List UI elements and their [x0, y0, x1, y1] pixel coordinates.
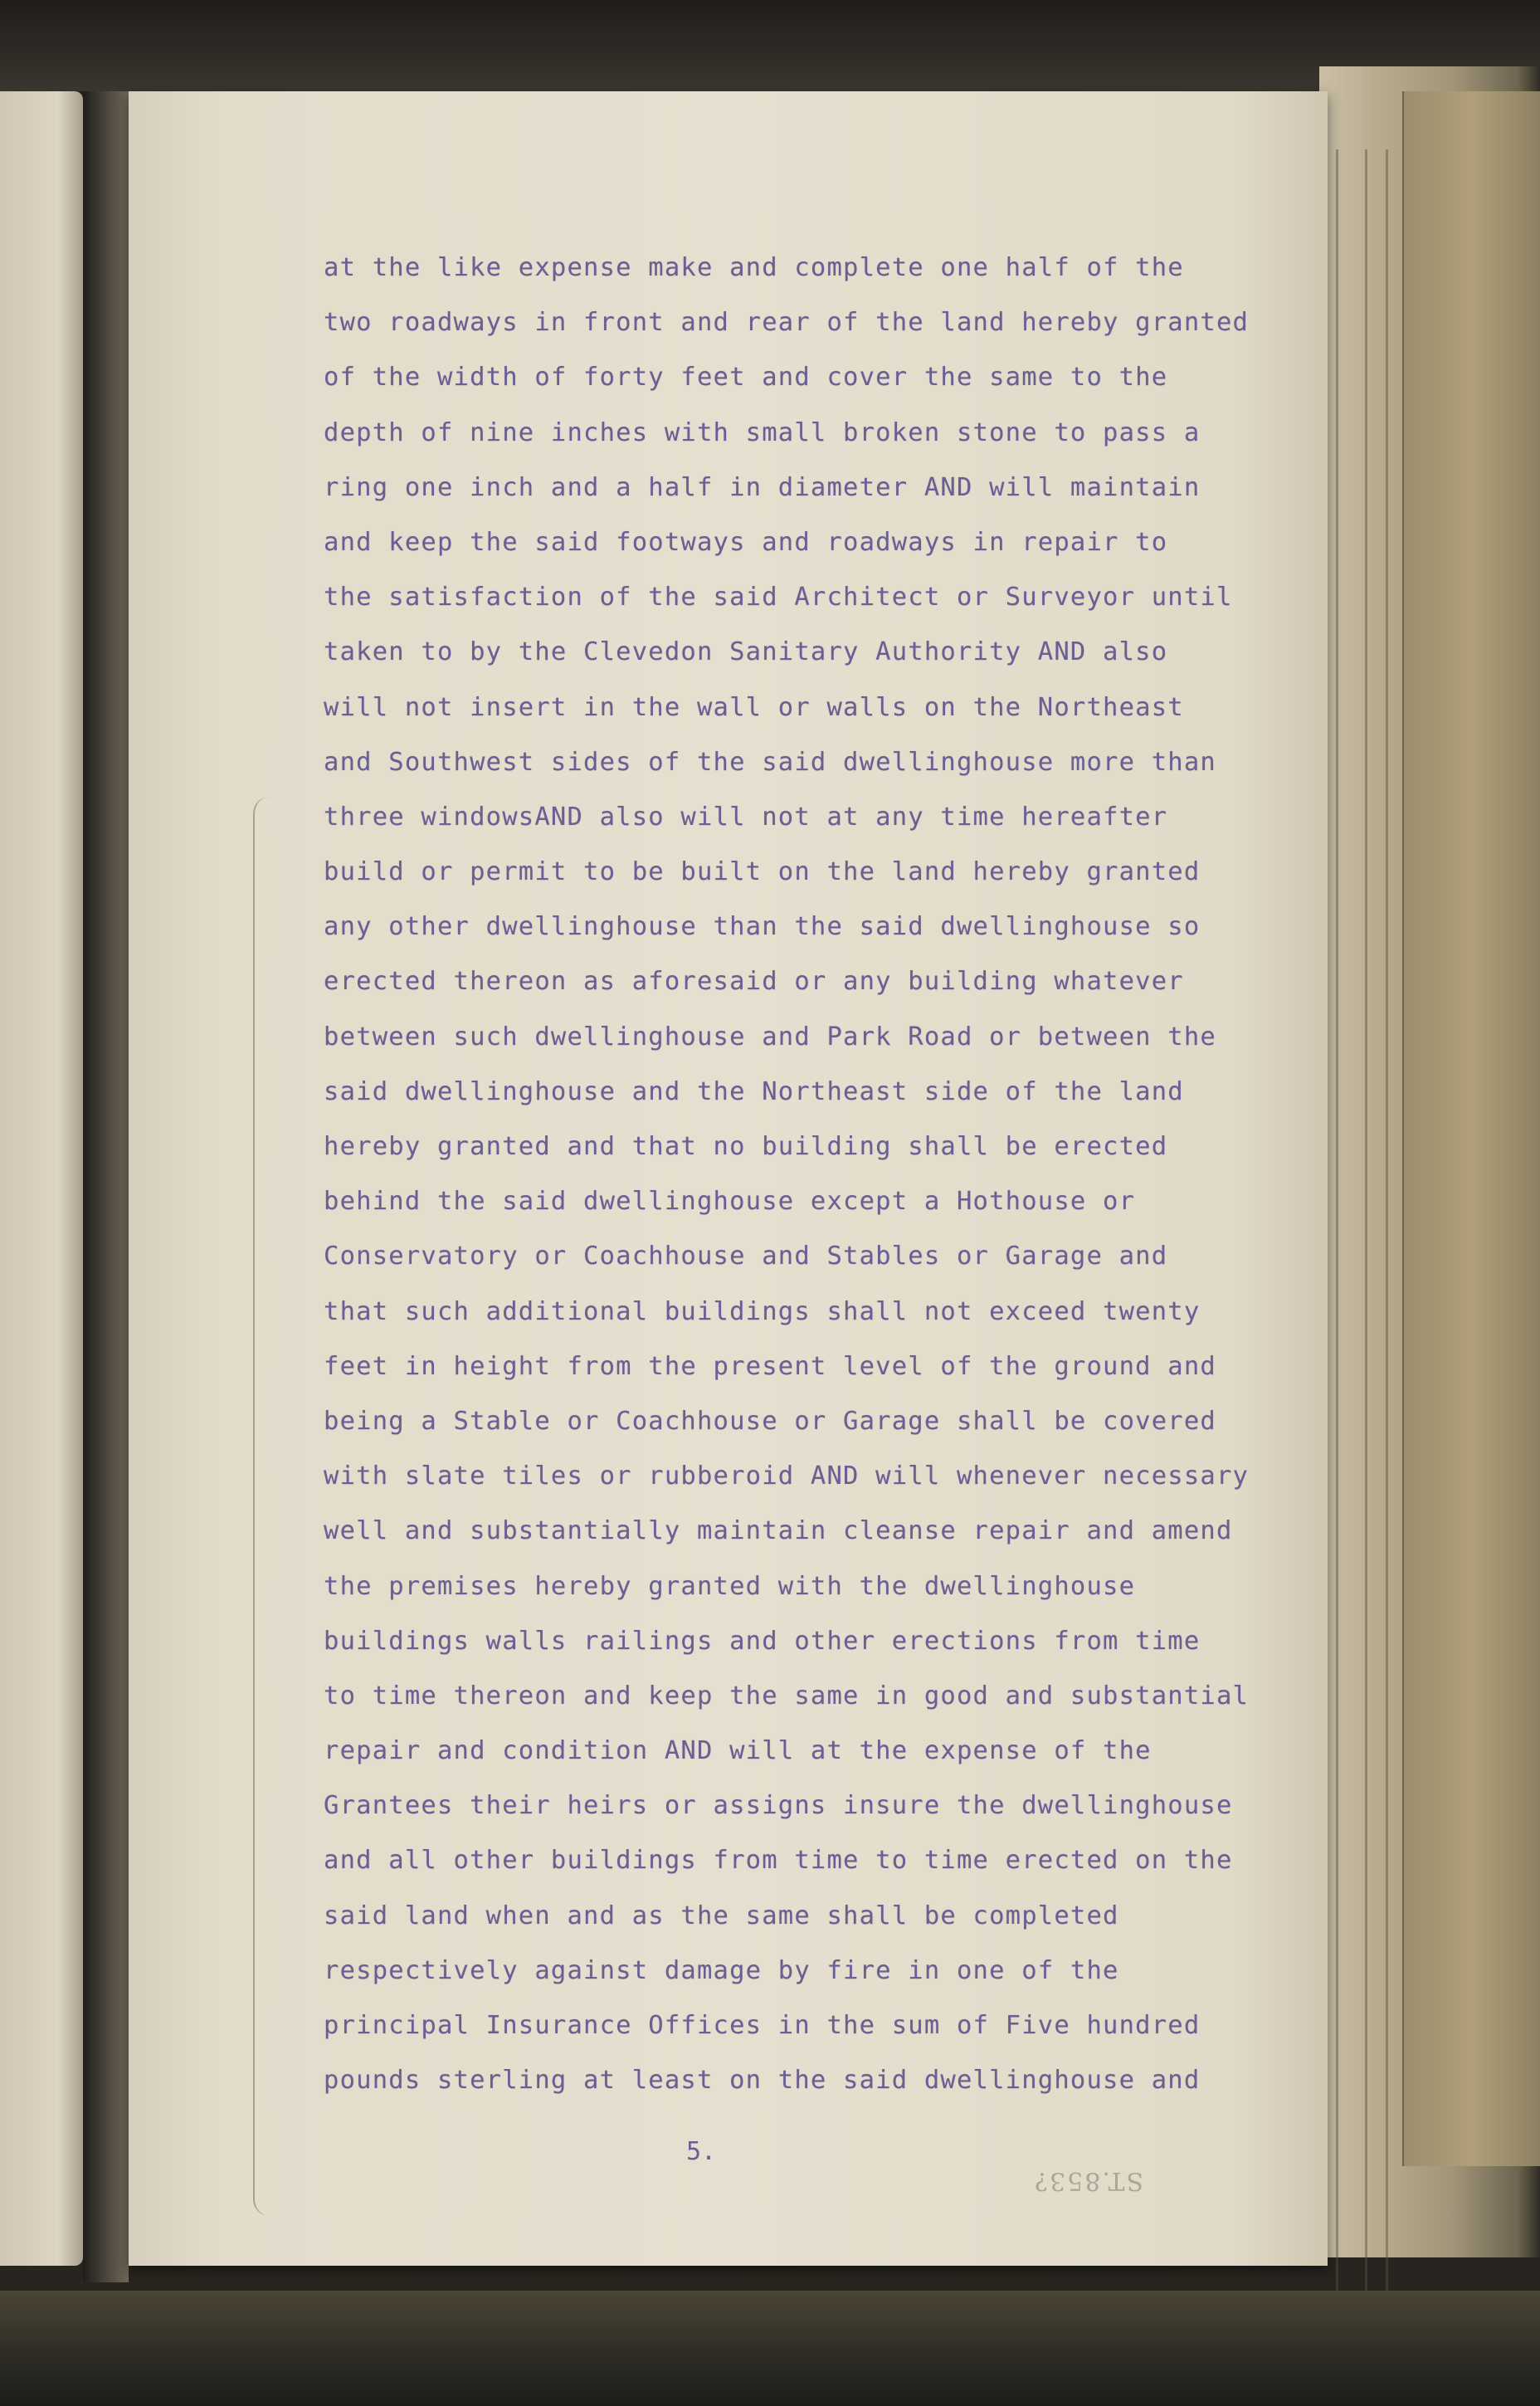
text-line: Conservatory or Coachhouse and Stables or Garage and: [324, 1242, 1168, 1271]
text-line: ring one inch and a half in diameter AND will maintain: [324, 472, 1201, 502]
document-folder-edge: [1402, 91, 1540, 2166]
typed-text-block: [324, 241, 1303, 2108]
text-line: Grantees their heirs or assigns insure the dwellinghouse: [324, 1791, 1233, 1821]
text-line: principal Insurance Offices in the sum of Five hundred: [324, 2011, 1201, 2040]
page-number: 5.: [685, 2137, 717, 2166]
text-line: pounds sterling at least on the said dwellinghouse and: [324, 2066, 1201, 2096]
text-line: build or permit to be built on the land hereby granted: [324, 857, 1201, 887]
text-line: to time thereon and keep the same in good and substantial: [324, 1681, 1250, 1711]
text-line: respectively against damage by fire in one of the: [324, 1955, 1119, 1985]
text-line: between such dwellinghouse and Park Road or between the: [324, 1022, 1216, 1052]
text-line: taken to by the Clevedon Sanitary Authority AND also: [324, 637, 1168, 667]
text-line: with slate tiles or rubberoid AND will whenever necessary: [324, 1462, 1250, 1491]
text-line: hereby granted and that no building shall be erected: [324, 1132, 1168, 1161]
text-line: feet in height from the present level of the ground and: [324, 1351, 1216, 1381]
page-edge-line: [1336, 149, 1338, 2307]
text-line: the satisfaction of the said Architect or Surveyor until: [324, 583, 1233, 612]
text-line: buildings walls railings and other erections from time: [324, 1626, 1201, 1656]
text-line: depth of nine inches with small broken stone to pass a: [324, 417, 1201, 447]
text-line: and Southwest sides of the said dwellinghouse more than: [324, 747, 1216, 777]
text-line: at the like expense make and complete one half of the: [324, 253, 1184, 282]
book-gutter: [83, 91, 129, 2282]
text-line: that such additional buildings shall not exceed twenty: [324, 1296, 1201, 1326]
text-line: and keep the said footways and roadways in repair to: [324, 527, 1168, 557]
pencil-annotation: ST.853?: [1033, 2166, 1144, 2195]
text-line: two roadways in front and rear of the land hereby granted: [324, 308, 1250, 338]
text-line: any other dwellinghouse than the said dwellinghouse so: [324, 912, 1201, 942]
text-line: being a Stable or Coachhouse or Garage shall be covered: [324, 1406, 1216, 1436]
page-edge-line: [1365, 149, 1367, 2307]
binding-bottom-edge: [0, 2291, 1540, 2406]
text-line: behind the said dwellinghouse except a Hothouse or: [324, 1187, 1136, 1217]
text-line: erected thereon as aforesaid or any building whatever: [324, 967, 1184, 997]
pencil-margin-mark: [253, 797, 270, 2216]
text-line: and all other buildings from time to time erected on the: [324, 1846, 1233, 1876]
binding-top-edge: [0, 0, 1540, 91]
text-line: said land when and as the same shall be completed: [324, 1901, 1119, 1930]
text-line: well and substantially maintain cleanse repair and amend: [324, 1516, 1233, 1546]
text-line: said dwellinghouse and the Northeast side of the land: [324, 1076, 1184, 1106]
page-edge-line: [1386, 149, 1388, 2307]
text-line: will not insert in the wall or walls on the Northeast: [324, 692, 1184, 722]
text-line: of the width of forty feet and cover the same to the: [324, 363, 1168, 393]
facing-left-page: [0, 91, 83, 2266]
text-line: the premises hereby granted with the dwellinghouse: [324, 1571, 1136, 1601]
text-line: repair and condition AND will at the expense of the: [324, 1736, 1152, 1766]
text-line: three windowsAND also will not at any time hereafter: [324, 802, 1168, 832]
